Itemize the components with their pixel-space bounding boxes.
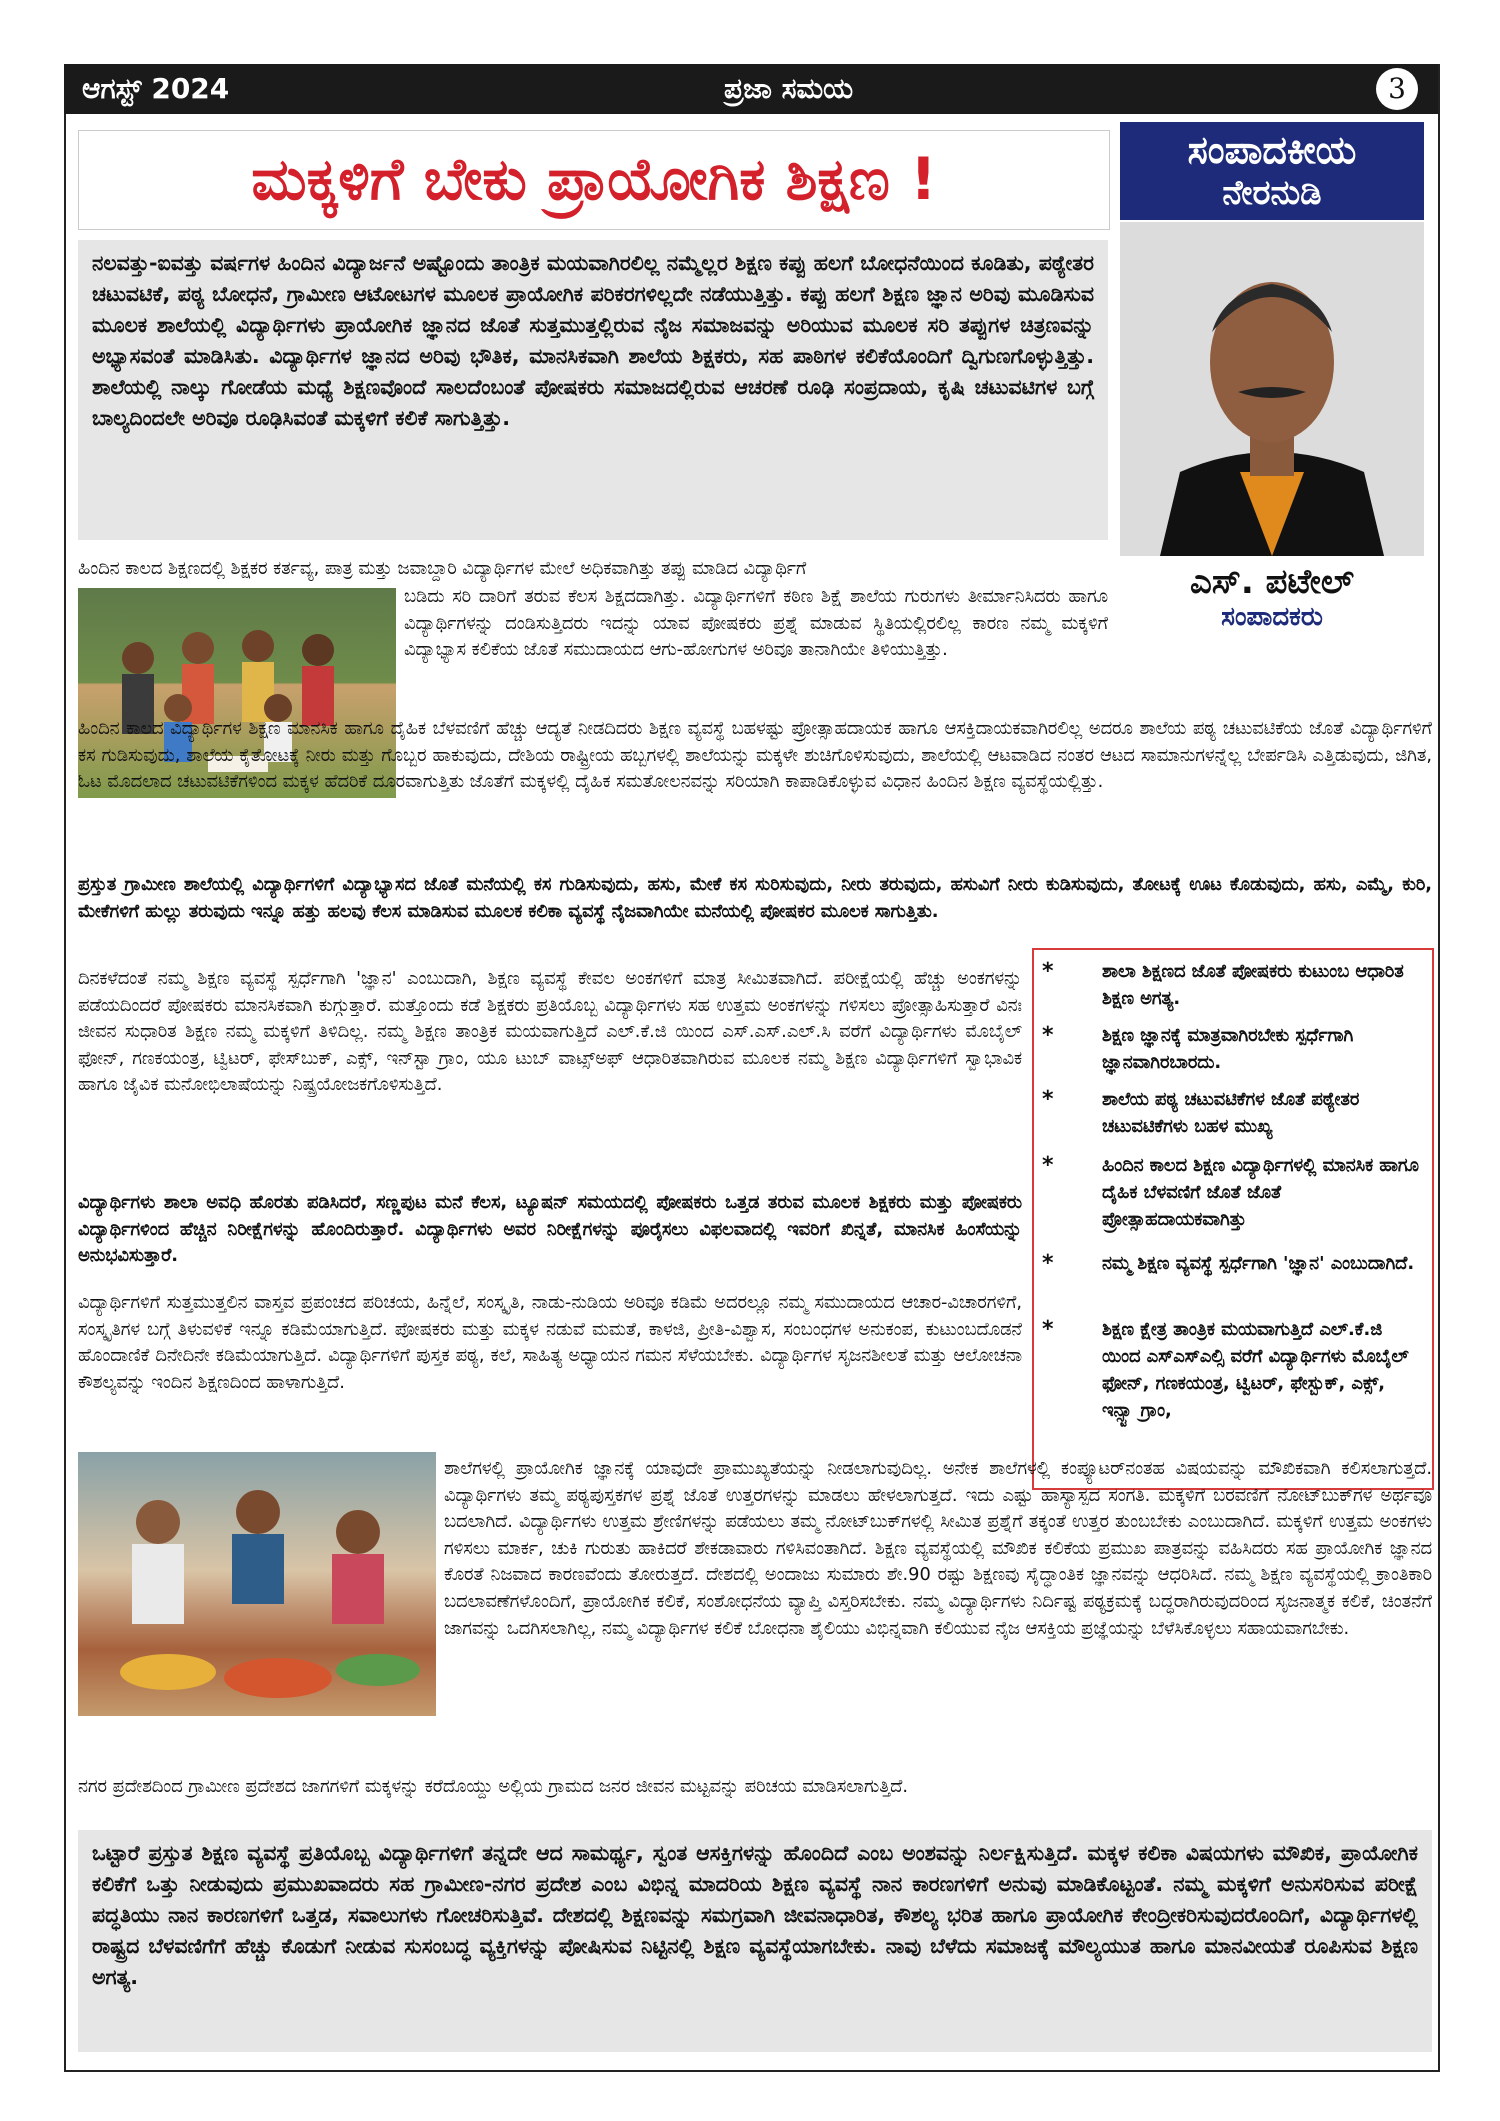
highlight-item: * ಶಿಕ್ಷಣ ಕ್ಷೇತ್ರ ತಾಂತ್ರಿಕ ಮಯವಾಗುತ್ತಿದೆ ಎಲ್.ಕೆ.ಜಿ ಯಿಂದ ಎಸ್‌ಎಸ್‌ಎಲ್ಸಿ ವರೆಗೆ ವಿದ್ಯಾರ್ಥಿಗಳು ಮೊಬೈಲ್ ಫೋನ್, ಗಣಕಯಂತ್ರ, ಟ್ವಿಟರ್, ಫೇಸ್ಬುಕ್, ಎಕ್ಸ್, ಇನ್ಸ್ಟಾ ಗ್ರಾಂ, xyxy=(1042,1317,1409,1421)
issue-date: ಆಗಸ್ಟ್ 2024 xyxy=(82,72,230,105)
masthead-bar xyxy=(64,64,1438,114)
person-photo-icon xyxy=(1120,222,1424,556)
editorial-line2: ನೇರನುಡಿ xyxy=(1222,173,1322,213)
paragraph-6: ವಿದ್ಯಾರ್ಥಿಗಳು ಶಾಲಾ ಅವಧಿ ಹೊರತು ಪಡಿಸಿದರೆ, ಸಣ್ಣಪುಟ ಮನೆ ಕೆಲಸ, ಟ್ಯೂಷನ್ ಸಮಯದಲ್ಲಿ ಪೋಷಕರು ಒತ್ತಡ ತರುವ ಮೂಲಕ ಶಿಕ್ಷಕರು ಮತ್ತು ಪೋಷಕರು ವಿದ್ಯಾರ್ಥಿಗಳಿಂದ ಹೆಚ್ಚಿನ ನಿರೀಕ್ಷೆಗಳನ್ನು ಹೊಂದಿರುತ್ತಾರೆ. ವಿದ್ಯಾರ್ಥಿಗಳು ಅವರ ನಿರೀಕ್ಷೆಗಳನ್ನು ಪೂರೈಸಲು ವಿಫಲವಾದಲ್ಲಿ ಇವರಿಗೆ ಖಿನ್ನತೆ, ಮಾನಸಿಕ ಹಿಂಸೆಯನ್ನು ಅನುಭವಿಸುತ್ತಾರೆ. xyxy=(78,1192,1022,1267)
page-number: 3 xyxy=(1376,68,1418,110)
headline: ಮಕ್ಕಳಿಗೆ ಬೇಕು ಪ್ರಾಯೋಗಿಕ ಶಿಕ್ಷಣ ! xyxy=(251,145,937,213)
paragraph-5: ದಿನಕಳೆದಂತೆ ನಮ್ಮ ಶಿಕ್ಷಣ ವ್ಯವಸ್ಥೆ ಸ್ಪರ್ಧೆಗಾಗಿ 'ಜ್ಞಾನ' ಎಂಬುದಾಗಿ, ಶಿಕ್ಷಣ ವ್ಯವಸ್ಥೆ ಕೇವಲ ಅಂಕಗಳಿಗೆ ಮಾತ್ರ ಸೀಮಿತವಾಗಿದೆ. ಪರೀಕ್ಷೆಯಲ್ಲಿ ಹೆಚ್ಚು ಅಂಕಗಳನ್ನು ಪಡೆಯದಿಂದರೆ ಪೋಷಕರು ಮಾನಸಿಕವಾಗಿ ಕುಗ್ಗುತ್ತಾರೆ. ಮತ್ತೊಂದು ಕಡೆ ಶಿಕ್ಷಕರು ಪ್ರತಿಯೊಬ್ಬ ವಿದ್ಯಾರ್ಥಿಗಳು ಸಹ ಉತ್ತಮ ಅಂಕಗಳನ್ನು ಗಳಿಸಲು ಪ್ರೋತ್ಸಾಹಿಸುತ್ತಾರೆ ವಿನಃ ಜೀವನ ಸುಧಾರಿತ ಶಿಕ್ಷಣ ನಮ್ಮ ಮಕ್ಕಳಿಗೆ ತಿಳಿದಿಲ್ಲ. ನಮ್ಮ ಶಿಕ್ಷಣ ತಾಂತ್ರಿಕ ಮಯವಾಗುತ್ತಿದೆ ಎಲ್.ಕೆ.ಜಿ ಯಿಂದ ಎಸ್.ಎಸ್.ಎಲ್.ಸಿ ವರೆಗೆ ವಿದ್ಯಾರ್ಥಿಗಳು ಮೊಬೈಲ್ ಫೋನ್, ಗಣಕಯಂತ್ರ, ಟ್ವಿಟರ್, ಫೇಸ್‌ಬುಕ್, ಎಕ್ಸ್, ಇನ್‌ಸ್ಟಾ ಗ್ರಾಂ, ಯೂ ಟುಬ್ ವಾಟ್ಸ್‌ಅಫ್ ಆಧಾರಿತವಾಗಿರುವ ಮೂಲಕ ನಮ್ಮ ಶಿಕ್ಷಣ ವಿದ್ಯಾರ್ಥಿಗಳಿಗೆ ಸ್ವಾಭಾವಿಕ ಹಾಗೂ ಜೈವಿಕ ಮನೋಭಿಲಾಷೆಯನ್ನು ನಿಷ್ಪ್ರಯೋಜಕಗೊಳಿಸುತ್ತಿದೆ. xyxy=(78,968,1022,1096)
family-meal-photo xyxy=(78,1452,436,1716)
paper-name: ಪ್ರಜಾ ಸಮಯ xyxy=(724,72,854,105)
highlight-item: * ಶಿಕ್ಷಣ ಜ್ಞಾನಕ್ಕೆ ಮಾತ್ರವಾಗಿರಬೇಕು ಸ್ಪರ್ಧೆಗಾಗಿ ಜ್ಞಾನವಾಗಿರಬಾರದು. xyxy=(1042,1023,1354,1073)
lead-paragraph: ನಲವತ್ತು-ಐವತ್ತು ವರ್ಷಗಳ ಹಿಂದಿನ ವಿದ್ಯಾರ್ಜನೆ ಅಷ್ಟೊಂದು ತಾಂತ್ರಿಕ ಮಯವಾಗಿರಲಿಲ್ಲ ನಮ್ಮೆಲ್ಲರ ಶಿಕ್ಷಣ ಕಪ್ಪು ಹಲಗೆ ಬೋಧನೆಯಿಂದ ಕೂಡಿತು, ಪಠ್ಯೇತರ ಚಟುವಟಿಕೆ, ಪಠ್ಯ ಬೋಧನೆ, ಗ್ರಾಮೀಣ ಆಟೋಟಗಳ ಮೂಲಕ ಪ್ರಾಯೋಗಿಕ ಪರಿಕರಗಳಿಲ್ಲದೇ ನಡೆಯುತ್ತಿತ್ತು. ಕಪ್ಪು ಹಲಗೆ ಶಿಕ್ಷಣ ಜ್ಞಾನ ಅರಿವು ಮೂಡಿಸುವ ಮೂಲಕ ಶಾಲೆಯಲ್ಲಿ ವಿದ್ಯಾರ್ಥಿಗಳು ಪ್ರಾಯೋಗಿಕ ಜ್ಞಾನದ ಜೊತೆ ಸುತ್ತಮುತ್ತಲ್ಲಿರುವ ನೈಜ ಸಮಾಜವನ್ನು ಅರಿಯುವ ಮೂಲಕ ಸರಿ ತಪ್ಪುಗಳ ಚಿತ್ರಣವನ್ನು ಅಭ್ಯಾಸವಂತೆ ಮಾಡಿಸಿತು. ವಿದ್ಯಾರ್ಥಿಗಳ ಜ್ಞಾನದ ಅರಿವು ಭೌತಿಕ, ಮಾನಸಿಕವಾಗಿ ಶಾಲೆಯ ಶಿಕ್ಷಕರು, ಸಹ ಪಾಠಿಗಳ ಕಲಿಕೆಯೊಂದಿಗೆ ದ್ವಿಗುಣಗೊಳ್ಳುತ್ತಿತ್ತು. ಶಾಲೆಯಲ್ಲಿ ನಾಲ್ಕು ಗೋಡೆಯ ಮಧ್ಯೆ ಶಿಕ್ಷಣವೊಂದೆ ಸಾಲದೆಂಬಂತೆ ಪೋಷಕರು ಸಮಾಜದಲ್ಲಿರುವ ಆಚರಣೆ ರೂಢಿ ಸಂಪ್ರದಾಯ, ಕೃಷಿ ಚಟುವಟಿಗಳ ಬಗ್ಗೆ ಬಾಲ್ಯದಿಂದಲೇ ಅರಿವೂ ರೂಢಿಸಿವಂತೆ ಮಕ್ಕಳಿಗೆ ಕಲಿಕೆ ಸಾಗುತ್ತಿತ್ತು. xyxy=(78,240,1108,540)
editor-portrait xyxy=(1120,222,1424,556)
editor-name: ಎಸ್. ಪಟೇಲ್ xyxy=(1190,562,1354,602)
paragraph-3: ಹಿಂದಿನ ಕಾಲದ ವಿದ್ಯಾರ್ಥಿಗಳ ಶಿಕ್ಷಣ ಮಾನಸಿಕ ಹಾಗೂ ದೈಹಿಕ ಬೆಳವಣಿಗೆ ಹೆಚ್ಚು ಆದ್ಯತೆ ನೀಡದಿದರು ಶಿಕ್ಷಣ ವ್ಯವಸ್ಥೆ ಬಹಳಷ್ಟು ಪ್ರೋತ್ಸಾಹದಾಯಕ ಹಾಗೂ ಆಸಕ್ತಿದಾಯಕವಾಗಿರಲಿಲ್ಲ ಅದರೂ ಶಾಲೆಯ ಪಠ್ಯ ಚಟುವಟಿಕೆಯ ಜೊತೆ ವಿದ್ಯಾರ್ಥಿಗಳಿಗೆ ಕಸ ಗುಡಿಸುವುದು, ಶಾಲೆಯ ಕೈತೋಟಕ್ಕೆ ನೀರು ಮತ್ತು ಗೊಬ್ಬರ ಹಾಕುವುದು, ದೇಶಿಯ ರಾಷ್ಟ್ರೀಯ ಹಬ್ಬಗಳಲ್ಲಿ ಶಾಲೆಯನ್ನು ಮಕ್ಕಳೇ ಶುಚಿಗೊಳಿಸುವುದು, ಶಾಲೆಯಲ್ಲಿ ಆಟವಾಡಿದ ನಂತರ ಆಟದ ಸಾಮಾನುಗಳನ್ನೆಲ್ಲ ಬೇರ್ಪಡಿಸಿ ಎತ್ತಿಡುವುದು, ಜಿಗಿತ, ಓಟ ಮೊದಲಾದ ಚಟುವಟಿಕೆಗಳಿಂದ ಮಕ್ಕಳ ಹೆದರಿಕೆ ದೂರವಾಗುತ್ತಿತು ಜೊತೆಗೆ ಮಕ್ಕಳಲ್ಲಿ ದೈಹಿಕ ಸಮತೋಲನವನ್ನು ಸರಿಯಾಗಿ ಕಾಪಾಡಿಕೊಳ್ಳುವ ವಿಧಾನ ಹಿಂದಿನ ಶಿಕ್ಷಣ ವ್ಯವಸ್ಥೆಯಲ್ಲಿತ್ತು. xyxy=(78,718,1432,793)
editor-designation: ಸಂಪಾದಕರು xyxy=(1221,602,1323,632)
highlights-box xyxy=(1032,948,1434,1490)
highlight-item: * ಶಾಲೆಯ ಪಠ್ಯ ಚಟುವಟಿಕೆಗಳ ಜೊತೆ ಪಠ್ಯೇತರ ಚಟುವಟಿಕೆಗಳು ಬಹಳ ಮುಖ್ಯ xyxy=(1042,1087,1360,1137)
headline-box xyxy=(78,130,1110,230)
conclusion-paragraph: ಒಟ್ಟಾರೆ ಪ್ರಸ್ತುತ ಶಿಕ್ಷಣ ವ್ಯವಸ್ಥೆ ಪ್ರತಿಯೊಬ್ಬ ವಿದ್ಯಾರ್ಥಿಗಳಿಗೆ ತನ್ನದೇ ಆದ ಸಾಮರ್ಥ್ಯ, ಸ್ವಂತ ಆಸಕ್ತಿಗಳನ್ನು ಹೊಂದಿದೆ ಎಂಬ ಅಂಶವನ್ನು ನಿರ್ಲಕ್ಷಿಸುತ್ತಿದೆ. ಮಕ್ಕಳ ಕಲಿಕಾ ವಿಷಯಗಳು ಮೌಖಿಕ, ಪ್ರಾಯೋಗಿಕ ಕಲಿಕೆಗೆ ಒತ್ತು ನೀಡುವುದು ಪ್ರಮುಖವಾದರು ಸಹ ಗ್ರಾಮೀಣ-ನಗರ ಪ್ರದೇಶ ಎಂಬ ವಿಭಿನ್ನ ಮಾದರಿಯ ಶಿಕ್ಷಣ ವ್ಯವಸ್ಥೆ ನಾನ ಕಾರಣಗಳಿಗೆ ಅನುವು ಮಾಡಿಕೊಟ್ಟಂತೆ. ನಮ್ಮ ಮಕ್ಕಳಿಗೆ ಅನುಸರಿಸುವ ಪರೀಕ್ಷೆ ಪದ್ಧತಿಯು ನಾನ ಕಾರಣಗಳಿಗೆ ಒತ್ತಡ, ಸವಾಲುಗಳು ಗೋಚರಿಸುತ್ತಿವೆ. ದೇಶದಲ್ಲಿ ಶಿಕ್ಷಣವನ್ನು ಸಮಗ್ರವಾಗಿ ಜೀವನಾಧಾರಿತ, ಕೌಶಲ್ಯ ಭರಿತ ಹಾಗೂ ಪ್ರಾಯೋಗಿಕ ಕೇಂದ್ರೀಕರಿಸುವುದರೊಂದಿಗೆ, ವಿದ್ಯಾರ್ಥಿಗಳಲ್ಲಿ ರಾಷ್ಟ್ರದ ಬೆಳವಣಿಗೆಗೆ ಹೆಚ್ಚು ಕೊಡುಗೆ ನೀಡುವ ಸುಸಂಬದ್ಧ ವ್ಯಕ್ತಿಗಳನ್ನು ಪೋಷಿಸುವ ನಿಟ್ಟಿನಲ್ಲಿ ಶಿಕ್ಷಣ ವ್ಯವಸ್ಥೆಯಾಗಬೇಕು. ನಾವು ಬೆಳೆದು ಸಮಾಜಕ್ಕೆ ಮೌಲ್ಯಯುತ ಹಾಗೂ ಮಾನವೀಯತೆ ರೂಪಿಸುವ ಶಿಕ್ಷಣ ಅಗತ್ಯ. xyxy=(78,1830,1432,2052)
editor-namecard xyxy=(1120,556,1424,632)
editorial-label xyxy=(1120,122,1424,220)
paragraph-2: ಬಡಿದು ಸರಿ ದಾರಿಗೆ ತರುವ ಕೆಲಸ ಶಿಕ್ಷದದಾಗಿತ್ತು. ವಿದ್ಯಾರ್ಥಿಗಳಿಗೆ ಕಠಿಣ ಶಿಕ್ಷೆ ಶಾಲೆಯ ಗುರುಗಳು ತೀರ್ಮಾನಿಸಿದರು ಹಾಗೂ ವಿದ್ಯಾರ್ಥಿಗಳನ್ನು ದಂಡಿಸುತ್ತಿದರು ಇದನ್ನು ಯಾವ ಪೋಷಕರು ಪ್ರಶ್ನೆ ಮಾಡುವ ಸ್ಥಿತಿಯಲ್ಲಿರಲಿಲ್ಲ ಕಾರಣ ನಮ್ಮ ಮಕ್ಕಳಿಗೆ ವಿದ್ಯಾಭ್ಯಾಸ ಕಲಿಕೆಯ ಜೊತೆ ಸಮುದಾಯದ ಆಗು-ಹೋಗುಗಳ ಅರಿವೂ ತಾನಾಗಿಯೇ ತಿಳಿಯುತ್ತಿತ್ತು. xyxy=(404,586,1108,661)
highlight-item: * ಶಾಲಾ ಶಿಕ್ಷಣದ ಜೊತೆ ಪೋಷಕರು ಕುಟುಂಬ ಆಧಾರಿತ ಶಿಕ್ಷಣ ಅಗತ್ಯ. xyxy=(1042,959,1404,1009)
paragraph-8: ಶಾಲೆಗಳಲ್ಲಿ ಪ್ರಾಯೋಗಿಕ ಜ್ಞಾನಕ್ಕೆ ಯಾವುದೇ ಪ್ರಾಮುಖ್ಯತೆಯನ್ನು ನೀಡಲಾಗುವುದಿಲ್ಲ. ಅನೇಕ ಶಾಲೆಗಳಲ್ಲಿ ಕಂಪ್ಯೂಟರ್‌ನಂತಹ ವಿಷಯವನ್ನು ಮೌಖಿಕವಾಗಿ ಕಲಿಸಲಾಗುತ್ತದೆ. ವಿದ್ಯಾರ್ಥಿಗಳು ತಮ್ಮ ಪಠ್ಯಪುಸ್ತಕಗಳ ಪ್ರಶ್ನೆ ಜೊತೆ ಉತ್ತರಗಳನ್ನು ಮಾಡಲು ಹೇಳಲಾಗುತ್ತದೆ. ಇದು ಎಷ್ಟು ಹಾಸ್ಯಾಸ್ಪದ ಸಂಗತಿ. ಮಕ್ಕಳಿಗೆ ಬರವಣಿಗೆ ನೋಟ್‌ಬುಕ್‌ಗಳ ಅರ್ಥವೂ ಬದಲಾಗಿದೆ. ವಿದ್ಯಾರ್ಥಿಗಳು ಉತ್ತಮ ಶ್ರೇಣಿಗಳನ್ನು ಪಡೆಯಲು ತಮ್ಮ ನೋಟ್‌ಬುಕ್‌ಗಳಲ್ಲಿ ಸೀಮಿತ ಪ್ರಶ್ನೆಗೆ ತಕ್ಕಂತೆ ಉತ್ತರ ತುಂಬಬೇಕು ಎಂಬುದಾಗಿದೆ. ಮಕ್ಕಳಿಗೆ ಉತ್ತಮ ಅಂಕಗಳು ಗಳಿಸಲು ಮಾರ್ಕ, ಚುಕಿ ಗುರುತು ಹಾಕಿದರೆ ಶೇಕಡಾವಾರು ಗಳಿಸಿವಂತಾಗಿದೆ. ಶಿಕ್ಷಣ ವ್ಯವಸ್ಥೆಯಲ್ಲಿ ಮೌಖಿಕ ಕಲಿಕೆಯ ಪ್ರಮುಖ ಪಾತ್ರವನ್ನು ವಹಿಸಿದರು ಸಹ ಪ್ರಾಯೋಗಿಕ ಜ್ಞಾನದ ಕೊರತೆ ನಿಜವಾದ ಕಾರಣವೆಂದು ತೋರುತ್ತದೆ. ದೇಶದಲ್ಲಿ ಅಂದಾಜು ಸುಮಾರು ಶೇ.90 ರಷ್ಟು ಶಿಕ್ಷಣವು ಸೈದ್ಧಾಂತಿಕ ಜ್ಞಾನವನ್ನು ಆಧರಿಸಿದೆ. ನಮ್ಮ ಶಿಕ್ಷಣ ವ್ಯವಸ್ಥೆಯಲ್ಲಿ ಕ್ರಾಂತಿಕಾರಿ ಬದಲಾವಣೆಗಳೊಂದಿಗೆ, ಪ್ರಾಯೋಗಿಕ ಕಲಿಕೆ, ಸಂಶೋಧನೆಯ ವ್ಯಾಪ್ತಿ ವಿಸ್ತರಿಸಬೇಕು. ನಮ್ಮ ವಿದ್ಯಾರ್ಥಿಗಳು ನಿರ್ದಿಷ್ಟ ಪಠ್ಯಕ್ರಮಕ್ಕೆ ಬದ್ಧರಾಗಿರುವುದರಿಂದ ಸೃಜನಾತ್ಮಕ ಕಲಿಕೆ, ಚಿಂತನೆಗೆ ಜಾಗವನ್ನು ಒದಗಿಸಲಾಗಿಲ್ಲ, ನಮ್ಮ ವಿದ್ಯಾರ್ಥಿಗಳ ಕಲಿಕೆ ಬೋಧನಾ ಶೈಲಿಯು ವಿಭಿನ್ನವಾಗಿ ಕಲಿಯುವ ನೈಜ ಆಸಕ್ತಿಯ ಪ್ರಜ್ಞೆಯನ್ನು ಬೆಳೆಸಿಕೊಳ್ಳಲು ಸಹಾಯವಾಗಬೇಕು. xyxy=(444,1458,1432,1639)
highlight-item: * ನಮ್ಮ ಶಿಕ್ಷಣ ವ್ಯವಸ್ಥೆ ಸ್ಪರ್ಧೆಗಾಗಿ 'ಜ್ಞಾನ' ಎಂಬುದಾಗಿದೆ. xyxy=(1042,1251,1415,1276)
paragraph-1: ಹಿಂದಿನ ಕಾಲದ ಶಿಕ್ಷಣದಲ್ಲಿ ಶಿಕ್ಷಕರ ಕರ್ತವ್ಯ, ಪಾತ್ರ ಮತ್ತು ಜವಾಬ್ದಾರಿ ವಿದ್ಯಾರ್ಥಿಗಳ ಮೇಲೆ ಅಧಿಕವಾಗಿತ್ತು ತಪ್ಪು ಮಾಡಿದ ವಿದ್ಯಾರ್ಥಿಗೆ xyxy=(78,558,807,579)
paragraph-4: ಪ್ರಸ್ತುತ ಗ್ರಾಮೀಣ ಶಾಲೆಯಲ್ಲಿ ವಿದ್ಯಾರ್ಥಿಗಳಿಗೆ ವಿದ್ಯಾಭ್ಯಾಸದ ಜೊತೆ ಮನೆಯಲ್ಲಿ ಕಸ ಗುಡಿಸುವುದು, ಹಸು, ಮೇಕೆ ಕಸ ಸುರಿಸುವುದು, ನೀರು ತರುವುದು, ಹಸುವಿಗೆ ನೀರು ಕುಡಿಸುವುದು, ತೋಟಕ್ಕೆ ಊಟ ಕೊಡುವುದು, ಹಸು, ಎಮ್ಮೆ, ಕುರಿ, ಮೇಕೆಗಳಿಗೆ ಹುಲ್ಲು ತರುವುದು ಇನ್ನೂ ಹತ್ತು ಹಲವು ಕೆಲಸ ಮಾಡಿಸುವ ಮೂಲಕ ಕಲಿಕಾ ವ್ಯವಸ್ಥೆ ನೈಜವಾಗಿಯೇ ಮನೆಯಲ್ಲಿ ಪೋಷಕರ ಮೂಲಕ ಸಾಗುತ್ತಿತು. xyxy=(78,874,1432,922)
paragraph-7: ವಿದ್ಯಾರ್ಥಿಗಳಿಗೆ ಸುತ್ತಮುತ್ತಲಿನ ವಾಸ್ತವ ಪ್ರಪಂಚದ ಪರಿಚಯ, ಹಿನ್ನೆಲೆ, ಸಂಸ್ಕೃತಿ, ನಾಡು-ನುಡಿಯ ಅರಿವೂ ಕಡಿಮೆ ಅದರಲ್ಲೂ ನಮ್ಮ ಸಮುದಾಯದ ಆಚಾರ-ವಿಚಾರಗಳಿಗೆ, ಸಂಸ್ಕೃತಿಗಳ ಬಗ್ಗೆ ತಿಳುವಳಿಕೆ ಇನ್ನೂ ಕಡಿಮೆಯಾಗುತ್ತಿದೆ. ಪೋಷಕರು ಮತ್ತು ಮಕ್ಕಳ ನಡುವೆ ಮಮತೆ, ಕಾಳಜಿ, ಪ್ರೀತಿ-ವಿಶ್ವಾಸ, ಸಂಬಂಧಗಳ ಅನುಕಂಪ, ಕುಟುಂಬದೊಡನೆ ಹೊಂದಾಣಿಕೆ ದಿನೇದಿನೇ ಕಡಿಮೆಯಾಗುತ್ತಿದೆ. ವಿದ್ಯಾರ್ಥಿಗಳಿಗೆ ಪುಸ್ತಕ ಪಠ್ಯ, ಕಲೆ, ಸಾಹಿತ್ಯ ಅಧ್ಯಾಯನ ಗಮನ ಸೆಳೆಯಬೇಕು. ವಿದ್ಯಾರ್ಥಿಗಳ ಸೃಜನಶೀಲತೆ ಮತ್ತು ಆಲೋಚನಾ ಕೌಶಲ್ಯವನ್ನು ಇಂದಿನ ಶಿಕ್ಷಣದಿಂದ ಹಾಳಾಗುತ್ತಿದೆ. xyxy=(78,1292,1022,1393)
paragraph-9: ನಗರ ಪ್ರದೇಶದಿಂದ ಗ್ರಾಮೀಣ ಪ್ರದೇಶದ ಜಾಗಗಳಿಗೆ ಮಕ್ಕಳನ್ನು ಕರೆದೊಯ್ದು ಅಲ್ಲಿಯ ಗ್ರಾಮದ ಜನರ ಜೀವನ ಮಟ್ಟವನ್ನು ಪರಿಚಯ ಮಾಡಿಸಲಾಗುತ್ತಿದೆ. xyxy=(78,1776,908,1797)
family-dinner-icon xyxy=(78,1452,436,1716)
editorial-line1: ಸಂಪಾದಕೀಯ xyxy=(1187,128,1357,172)
highlight-item: * ಹಿಂದಿನ ಕಾಲದ ಶಿಕ್ಷಣ ವಿದ್ಯಾರ್ಥಿಗಳಲ್ಲಿ ಮಾನಸಿಕ ಹಾಗೂ ದೈಹಿಕ ಬೆಳವಣಿಗೆ ಜೊತೆ ಜೊತೆ ಪ್ರೋತ್ಸಾಹದಾಯಕವಾಗಿತ್ತು xyxy=(1042,1153,1419,1230)
